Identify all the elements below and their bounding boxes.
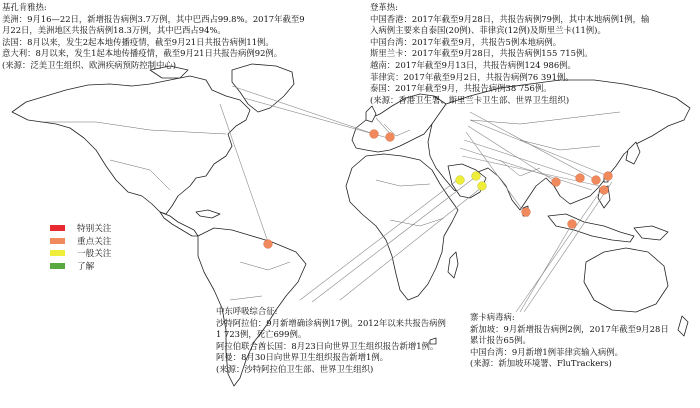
- marker-hong-kong: [592, 176, 601, 185]
- mers-line: 1 723例，死亡699例。: [216, 329, 307, 340]
- legend-item-key: [50, 235, 111, 248]
- legend-label: 了解: [77, 261, 95, 272]
- mers-block: [216, 306, 446, 376]
- central-america-landmass: [160, 212, 198, 236]
- zika-line: 中国台湾：9月新增1例菲律宾输入病例。: [470, 346, 624, 357]
- zika-line: 累计报告65例。: [470, 335, 531, 346]
- zika-block: [470, 312, 669, 370]
- chikungunya-line: 月22日，美洲地区共报告病例18.3万例，其中巴西占94%。: [2, 25, 226, 36]
- zika-heading: 寨卡病毒病:: [470, 312, 515, 322]
- legend-item-aware: [50, 260, 111, 273]
- mers-heading: 中东呼吸综合征:: [216, 306, 278, 316]
- africa-landmass: [346, 154, 458, 300]
- mers-line: 沙特阿拉伯：9月新增确诊病例17例。2012年以来共报告病例: [216, 317, 446, 328]
- chikungunya-line: 法国：8月以来，发生2起本地传播疫情，截至9月21日共报告病例11例。: [2, 36, 274, 47]
- indonesia-islands: [548, 214, 634, 242]
- legend-swatch-orange: [50, 238, 65, 244]
- dengue-line: 入病例主要来自泰国(20例)、菲律宾(12例)及斯里兰卡(11例)。: [370, 25, 606, 36]
- chikungunya-block: [2, 2, 305, 72]
- dengue-block: [370, 2, 649, 106]
- chikungunya-line: 美洲：9月16—22日，新增报告病例3.7万例，其中巴西占99.8%。2017年截至9: [2, 13, 305, 24]
- dengue-line: 中国台湾：2017年截至9月，共报告5例本地病例。: [370, 36, 562, 47]
- legend-item-special: [50, 222, 111, 235]
- marker-vietnam: [576, 174, 585, 183]
- legend-swatch-yellow: [50, 250, 65, 256]
- legend-label: 特别关注: [77, 224, 112, 235]
- mers-source: (来源：沙特阿拉伯卫生部、世界卫生组织): [216, 363, 374, 374]
- marker-italy: [386, 133, 395, 142]
- leader-line: [220, 104, 268, 242]
- marker-thailand: [552, 178, 561, 187]
- mers-line: 阿曼：8月30日向世界卫生组织报告新增1例。: [216, 352, 389, 363]
- legend-item-general: [50, 247, 111, 260]
- marker-brazil: [264, 240, 273, 249]
- map-legend: [50, 222, 111, 272]
- dengue-line: 越南：2017年截至9月13日，共报告病例124 986例。: [370, 59, 576, 70]
- marker-singapore: [568, 220, 577, 229]
- legend-swatch-red: [50, 225, 65, 231]
- dengue-line: 泰国：2017年截至9月，共报告病例38 756例。: [370, 83, 552, 94]
- legend-swatch-green: [50, 263, 65, 269]
- mers-line: 阿拉伯联合酋长国：8月23日向世界卫生组织报告新增1例。: [216, 340, 439, 351]
- marker-saudi-arabia: [456, 176, 465, 185]
- dengue-heading: 登革热:: [370, 2, 398, 12]
- marker-uae: [472, 172, 481, 181]
- marker-philippines: [600, 186, 609, 195]
- chikungunya-line: 意大利：8月以来，发生1起本地传播疫情，截至9月21日共报告病例92例。: [2, 48, 283, 59]
- zika-line: 新加坡：9月新增报告病例2例，2017年截至9月28日: [470, 323, 669, 334]
- marker-sri-lanka: [522, 208, 531, 217]
- australia-landmass: [584, 248, 668, 312]
- marker-taiwan: [604, 172, 613, 181]
- chikungunya-heading: 基孔肯雅热:: [2, 2, 47, 12]
- dengue-line: 菲律宾：2017年截至9月2日，共报告病例76 391例。: [370, 71, 574, 82]
- madagascar-landmass: [448, 252, 458, 278]
- legend-label: 一般关注: [77, 249, 112, 260]
- dengue-source: (来源：香港卫生署、斯里兰卡卫生部、世界卫生组织): [370, 94, 570, 105]
- leader-line: [232, 86, 374, 134]
- dengue-line: 斯里兰卡：2017年截至9月28日，共报告病例155 715例。: [370, 48, 593, 59]
- dengue-line: 中国香港：2017年截至9月28日，共报告病例79例，其中本地病例1例，输: [370, 13, 650, 24]
- north-america-landmass: [12, 76, 250, 214]
- legend-label: 重点关注: [77, 236, 112, 247]
- marker-oman: [478, 182, 487, 191]
- new-guinea-landmass: [634, 226, 668, 240]
- zika-source: (来源：新加坡环境署、FluTrackers): [470, 358, 612, 369]
- caribbean-islands: [196, 210, 220, 218]
- new-zealand-landmass: [678, 316, 688, 336]
- leader-line: [520, 224, 572, 312]
- marker-france: [370, 130, 379, 139]
- chikungunya-source: (来源：泛美卫生组织、欧洲疾病预防控制中心): [2, 59, 177, 70]
